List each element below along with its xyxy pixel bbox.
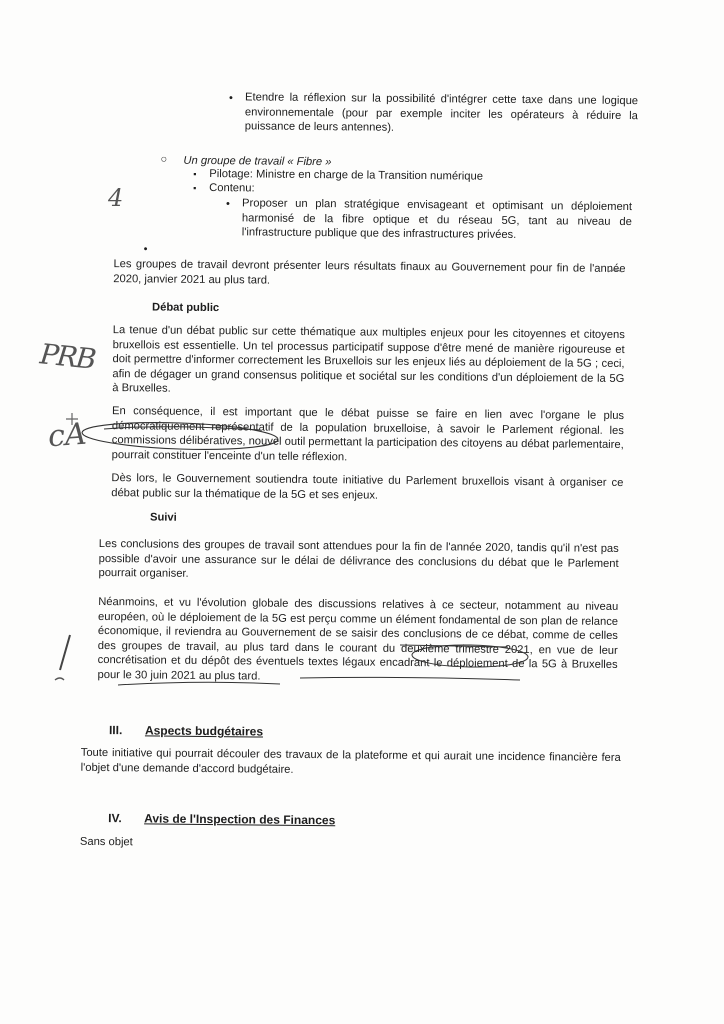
groupe-fibre-title: Un groupe de travail « Fibre » <box>183 154 332 169</box>
section-3-title: Aspects budgétaires <box>144 723 264 739</box>
handwritten-initials-ca: cA <box>46 416 88 455</box>
bullet-marker: • <box>225 198 230 211</box>
debat-public-paragraph-2: En conséquence, il est important que le débat puisse se faire en lien avec l'organe le plus démocratiquement représentatif de la population bruxelloise, à savoir le Parlement régional. les commissions délibératives, nouvel outil permettant la participation des citoyens au débat parlementaire, pourrait constituer l'enceinte d'un telle réflexion. <box>111 405 625 464</box>
bullet-taxe-text: Etendre la réflexion sur la possibilité d'intégrer cette taxe dans une logique environnementale (pour par exemple inciter les opérateurs à réduire la puissance de leurs antennes). <box>244 91 639 134</box>
underline-mark <box>118 682 280 685</box>
section-3-paragraph: Toute initiative qui pourrait découler des travaux de la plateforme et qui aurait une incidence financière fera l'objet d'une demande d'accord budgétaire. <box>80 746 621 776</box>
pilotage-text: Pilotage: Ministre en charge de la Transition numérique <box>209 168 484 183</box>
plus-mark <box>66 413 78 425</box>
tick-mark <box>55 678 64 680</box>
suivi-paragraph-2: Néanmoins, et vu l'évolution globale des discussions relatives à ce secteur, notamment au niveau européen, où le déploiement de la 5G est perçu comme un élément fondamental de son plan de relance économique, il reviendra au Gouvernement de se saisir des conclusions de ce débat, comme de celles des groupes de travail, au plus tard dans le courant du deuxième trimestre 2021, en vue de leur concrétisation et du dépôt des éventuels textes légaux encadrant le déploiement de la 5G à Bruxelles pour le 30 juin 2021 au plus tard. <box>97 595 619 683</box>
section-4-paragraph: Sans objet <box>79 835 133 849</box>
handwritten-number-4: 4 <box>108 184 124 212</box>
square-bullet-marker: ▪ <box>193 168 197 179</box>
slash-mark <box>60 635 70 670</box>
section-4-title: Avis de l'Inspection des Finances <box>144 811 336 828</box>
circle-mark <box>412 644 528 668</box>
debat-public-paragraph-1: La tenue d'un débat public sur cette thématique aux multiples enjeux pour les citoyennes et citoyens bruxellois est essentielle. Un tel processus participatif suppose d'être mené de manière rigoureuse et doit permettre d'informer correctement les Bruxellois sur les enjeux liés au déploiement de la 5G ; ceci, afin de dégager un grand consensus politique et sociétal sur les conditions d'un déploiement de la 5G à Bruxelles. <box>112 324 625 396</box>
debat-public-paragraph-3: Dès lors, le Gouvernement soutiendra toute initiative du Parlement bruxellois visant à organiser ce débat public sur la thématique de la 5G et ses enjeux. <box>111 472 624 502</box>
underline-mark <box>300 677 520 680</box>
section-3-number: III. <box>108 723 123 738</box>
handwritten-initials-parb: PRB <box>38 337 97 376</box>
contenu-text: Contenu: <box>209 182 255 195</box>
hollow-bullet-marker: ○ <box>160 153 168 166</box>
suivi-heading: Suivi <box>149 511 177 524</box>
groupes-resultats-text: Les groupes de travail devront présenter leurs résultats finaux au Gouvernement pour fin de l'année 2020, janvier 2021 au plus tard. <box>113 258 626 287</box>
debat-public-heading: Débat public <box>151 301 220 315</box>
stray-bullet-marker: • <box>143 243 148 256</box>
proposer-text: Proposer un plan stratégique envisageant et optimisant un déploiement harmonisé de la fibre optique et du réseau 5G, tant au niveau de l'infrastructure publique que des infrastructures privées. <box>241 197 633 242</box>
suivi-paragraph-1: Les conclusions des groupes de travail sont attendues pour la fin de l'année 2020, tandis qu'il n'est pas possible d'avoir une assurance sur le délai de délivrance des conclusions du débat que le Parlement pourrait organiser. <box>98 537 619 581</box>
square-bullet-marker: ▪ <box>193 182 197 193</box>
bullet-marker: • <box>229 92 233 105</box>
dash-mark <box>608 270 622 272</box>
circle-mark <box>82 420 279 453</box>
section-4-number: IV. <box>108 811 122 826</box>
